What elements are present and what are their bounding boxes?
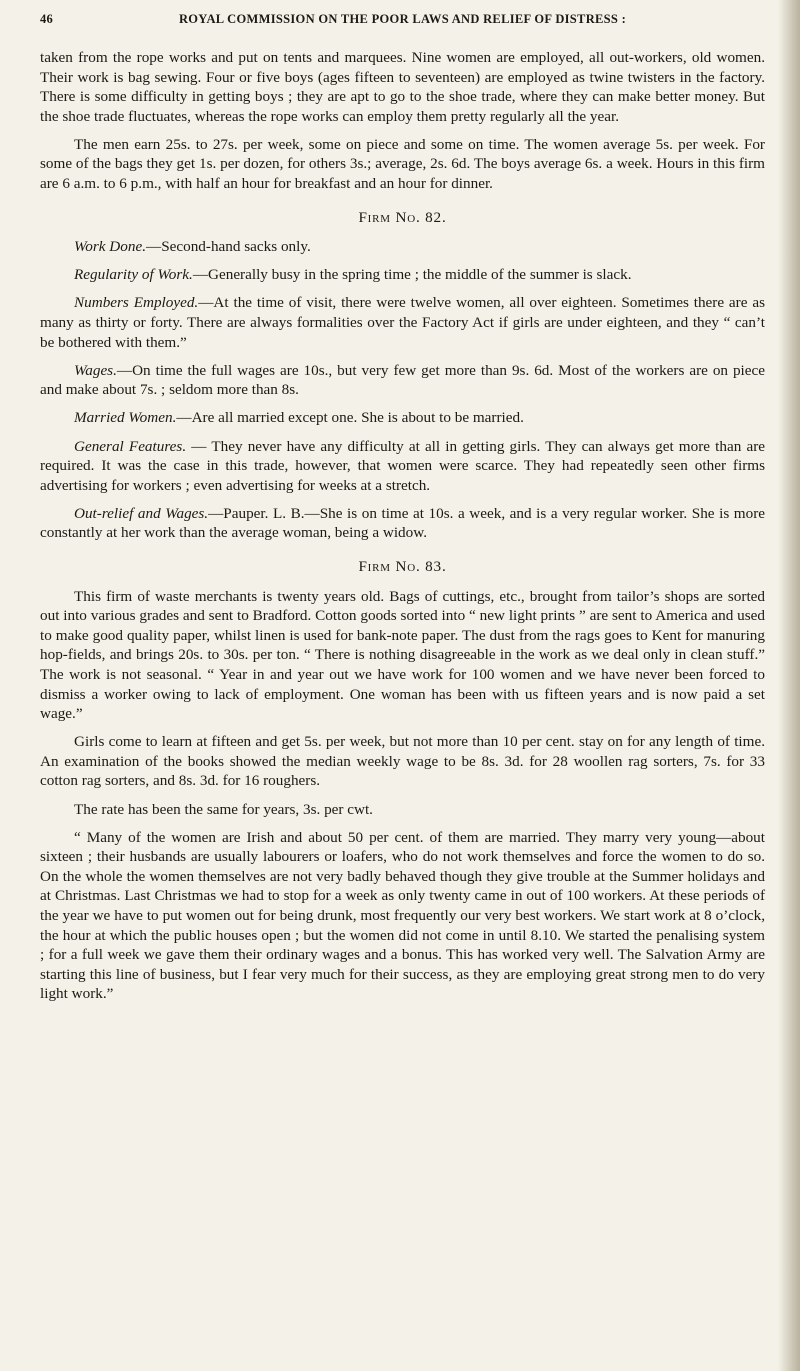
paragraph-lead: Regularity of Work. — [74, 266, 193, 284]
paragraph-work-done — [40, 237, 765, 257]
paragraph: “ Many of the women are Irish and about 50 per cent. of them are married. They marry very young—about sixteen ; their husbands are usually labourers or loafers, who do not work themselves and force the women to do so. On the whole the women themselves are not very badly behaved though they give trouble at the Summer holidays and at Christmas. Last Christmas we had to stop for a week as only twenty came in out of 100 workers. At these periods of the year we have to put women out for being drunk, most frequently our very best workers. We start work at 8 o’clock, the hour at which the public houses open ; but the women did not come in until 8.10. We started the penalising system ; for a full week we gave them their ordinary wages and a bonus. This has worked very well. The Salvation Army are starting this line of business, but I fear very much for their success, as they are employing great strong men to do very light work.” — [40, 828, 765, 1003]
paragraph-married — [40, 408, 765, 428]
section-heading-firm-82: Firm No. 82. — [358, 208, 447, 226]
paragraph-text: —Pauper. L. B.—She is on time at 10s. a week, and is a very regular worker. She is more constantly at her work than the average woman, being a widow. — [40, 504, 765, 542]
paragraph-lead: Out-relief and Wages. — [74, 504, 209, 522]
paragraph-text: —Generally busy in the spring time ; the middle of the summer is slack. — [192, 266, 632, 284]
document-page — [40, 12, 765, 1012]
paragraph-text: —Second-hand sacks only. — [146, 238, 311, 256]
paragraph-wages — [40, 361, 765, 400]
paragraph: The men earn 25s. to 27s. per week, some on piece and some on time. The women average 5s. per week. For some of the bags they get 1s. per dozen, for others 3s.; average, 2s. 6d. The boys average 6s. a week. Hours in this firm are 6 a.m. to 6 p.m., with half an hour for breakfast and an hour for dinner. — [40, 135, 765, 193]
paragraph-regularity — [40, 265, 765, 285]
paragraph-text: —On time the full wages are 10s., but very few get more than 9s. 6d. Most of the workers are on piece and make about 7s. ; seldom more than 8s. — [40, 361, 765, 399]
paragraph-text: —At the time of visit, there were twelve women, all over eighteen. Sometimes there are as many as thirty or forty. There are always formalities over the Factory Act if girls are under eighteen, and they “ can’t be bothered with them.” — [40, 294, 765, 351]
paragraph: The rate has been the same for years, 3s. per cwt. — [74, 800, 373, 818]
paragraph-lead: Wages. — [74, 361, 117, 379]
running-header — [40, 12, 765, 34]
paragraph-outrelief — [40, 504, 765, 543]
paragraph-general — [40, 437, 765, 496]
paragraph-lead: Work Done. — [74, 238, 146, 256]
paragraph-lead: General Features. — [74, 437, 187, 455]
paragraph-lead: Numbers Employed. — [74, 294, 199, 312]
paragraph-lead: Married Women. — [74, 409, 177, 427]
paragraph-text: — They never have any difficulty at all in getting girls. They can always get more than are required. It was the case in this trade, however, that women were scarce. They had repeatedly seen other firms advertising for workers ; even advertising for weeks at a stretch. — [40, 437, 765, 494]
page-number: 46 — [40, 12, 54, 26]
page-edge-shadow — [778, 0, 800, 1371]
paragraph-text: —Are all married except one. She is about to be married. — [176, 409, 524, 427]
section-heading-firm-83: Firm No. 83. — [358, 557, 447, 575]
paragraph: taken from the rope works and put on tents and marquees. Nine women are employed, all out-workers, old women. Their work is bag sewing. Four or five boys (ages fifteen to seventeen) are employed as twine twisters in the factory. There is some difficulty in getting boys ; they are apt to go to the shoe trade, where they can make better money. But the shoe trade fluctuates, whereas the rope works can employ them pretty regularly all the year. — [40, 49, 765, 125]
body-text — [40, 48, 765, 1004]
paragraph: Girls come to learn at fifteen and get 5s. per week, but not more than 10 per cent. stay on for any length of time. An examination of the books showed the median weekly wage to be 8s. 3d. for 28 woollen rag sorters, 7s. for 33 cotton rag sorters, and 8s. 3d. for 16 roughers. — [40, 733, 765, 790]
paragraph: This firm of waste merchants is twenty years old. Bags of cuttings, etc., brought from tailor’s shops are sorted out into various grades and sent to Bradford. Cotton goods sorted into “ new light prints ” are sent to America and used to make good quality paper, whilst linen is used for bank-note paper. The dust from the rags goes to Kent for manuring hop-fields, and brings 20s. to 30s. per ton. “ There is nothing disagreeable in the work as we deal only in clean stuff.” The work is not seasonal. “ Year in and year out we have work for 100 women and we have never been forced to dismiss a worker owing to lack of employment. One woman has been with us fifteen years and is now paid a set wage.” — [40, 587, 765, 723]
paragraph-numbers — [40, 293, 765, 352]
running-title: ROYAL COMMISSION ON THE POOR LAWS AND RELIEF OF DISTRESS : — [178, 12, 627, 26]
